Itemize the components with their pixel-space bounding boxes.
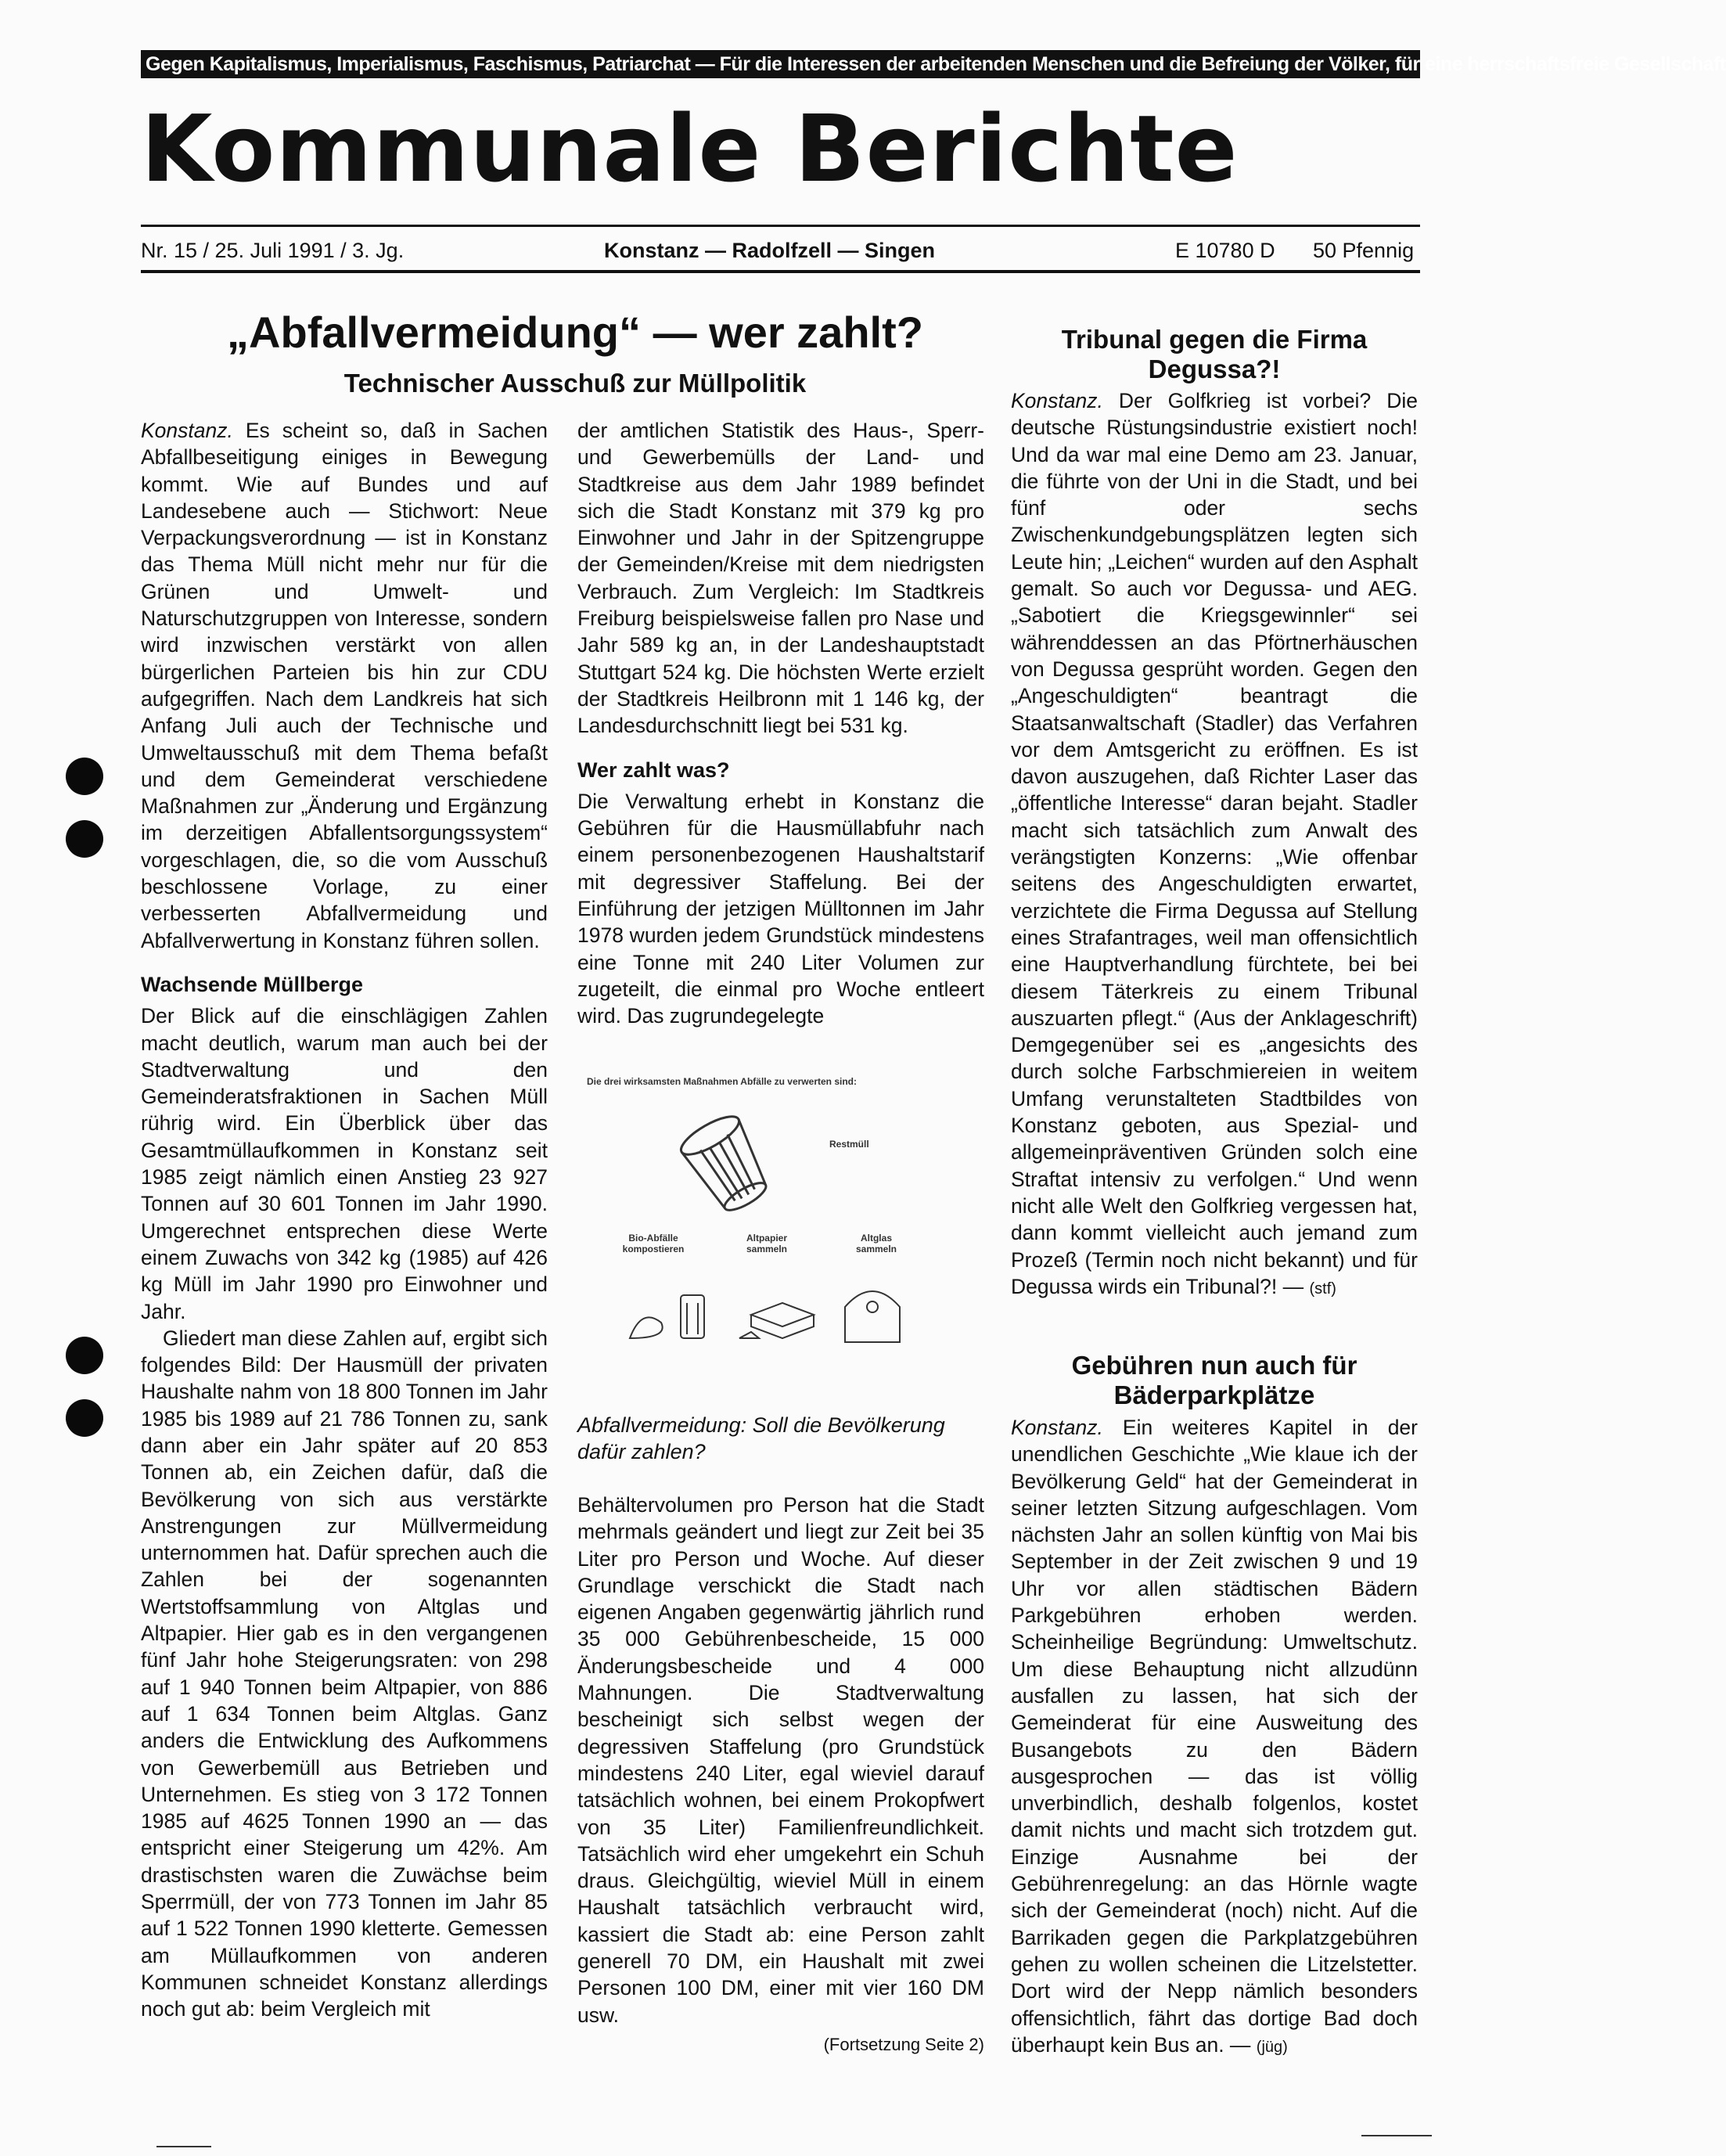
crop-mark	[1361, 2135, 1432, 2136]
paragraph: Es scheint so, daß in Sachen Abfallbeseitigung einiges in Bewegung kommt. Wie auf Bundes und auf Landesebene auch — Stichwort: Neue Verpackungsverordnung — ist in Konstanz das Thema Müll nicht mehr nur für die Grünen und Umwelt- und Naturschutzgruppen von Interesse, sondern wird inzwischen verstärkt von allen bürgerlichen Parteien bis hin zur CDU aufgegriffen. Nach dem Landkreis hat sich Anfang Juli auch der Technische und Umweltausschuß mit dem Thema befaßt und dem Gemeinderat verschiedene Maßnahmen zur „Änderung und Ergänzung im derzeitigen Abfallentsorgungssystem“ vorgeschlagen, die, so die vom Ausschuß beschlossene Vorlage, zu einer verbesserten Abfallvermeidung und Abfallverwertung in Konstanz führen sollen.	[141, 419, 548, 952]
paragraph: Ein weiteres Kapitel in der unendlichen Geschichte „Wie klaue ich der Bevölkerung Geld“ hat der Gemeinderat in seiner letzten Sitzung aufgeschlagen. Vom nächsten Jahr an sollen künftig von Mai bis September in der Zeit zwischen 9 und 19 Uhr vor allen städtischen Bädern Parkgebühren erhoben werden. Scheinheilige Begründung: Umweltschutz. Um diese Behauptung nicht allzudünn ausfallen zu lassen, hat sich der Gemeinderat für eine Ausweitung des Busangebots zu den Bädern ausgesprochen — das ist völlig unverbindlich, deshalb folgenlos, kostet damit nichts und macht sich trotzdem gut. Einzige Ausnahme bei der Gebührenregelung: an das Hörnle wagte sich der Gemeinderat (noch) nicht. Auf die Barrikaden gegen die Parkplatzgebühren gehen zu wollen scheinen die Litzelstetter. Dort wird der Nepp nämlich besonders offensichtlich, fährt das dortige Bad doch überhaupt kein Bus an. —	[1011, 1416, 1418, 2057]
glass-container-icon	[837, 1276, 908, 1346]
author-tag: (stf)	[1309, 1280, 1336, 1298]
lead-subtitle: Technischer Ausschuß zur Müllpolitik	[343, 369, 807, 398]
paragraph: Die Verwaltung erhebt in Konstanz die Gebühren für die Hausmüllabfuhr nach einem personenbezogenen Haushaltstarif mit degressiver Staffelung. Bei der Einführung der jetzigen Mülltonnen im Jahr 1978 wurden jedem Grundstück mindestens eine Tonne mit 240 Liter Volumen zur zugeteilt, die einmal pro Woche entleert wird. Das zugrundegelegte	[577, 789, 984, 1028]
side2-headline: Gebühren nun auch für Bäderparkplätze	[1071, 1351, 1357, 1409]
lead-column-1	[141, 417, 548, 2023]
paper-bundle-icon	[735, 1283, 822, 1346]
figure-caption: Abfallvermeidung: Soll die Bevölkerung dafür zahlen?	[577, 1413, 945, 1463]
rule-top	[141, 225, 1420, 227]
lead-headline: „Abfallvermeidung“ — wer zahlt?	[227, 308, 923, 357]
figure-label-bio: Bio-Abfälle kompostieren	[622, 1233, 685, 1254]
lead-column-2	[577, 417, 984, 1030]
dateline: Konstanz.	[141, 419, 233, 442]
waste-figure	[587, 1076, 923, 1358]
paragraph: Gliedert man diese Zahlen auf, ergibt sich folgendes Bild: Der Hausmüll der privaten Haushalte nahm von 18 800 Tonnen im Jahr 1985 bis 1989 auf 21 786 Tonnen zu, sank dann aber ein Jahr später auf 20 853 Tonnen ab, ein Zeichen dafür, daß die Bevölkerung von sich aus verstärkte Anstrengungen zur Müllvermeidung unternommen hat. Dafür sprechen auch die Zahlen bei der sogenannten Wertstoffsammlung von Altglas und Altpapier. Hier gab es in den vergangenen fünf Jahr hohe Steigerungsraten: von 298 auf 1 940 Tonnen beim Altpapier, von 886 auf 1 634 Tonnen beim Altglas. Ganz anders die Entwicklung des Aufkommens von Gewerbemüll aus Betrieben und Unternehmen. Es stieg von 3 172 Tonnen 1985 auf 4625 Tonnen 1990 an — das entspricht einer Steigerung um 42%. Am drastischsten waren die Zuwächse beim Sperrmüll, der von 773 Tonnen im Jahr 85 auf 1 522 Tonnen 1990 kletterte. Gemessen am Müllaufkommen von anderen Kommunen schneidet Konstanz allerdings noch gut ab: beim Vergleich mit	[141, 1326, 548, 2021]
issue-price: 50 Pfennig	[1313, 239, 1415, 262]
paragraph: Der Blick auf die einschlägigen Zahlen macht deutlich, warum man auch bei der Stadtverwaltung und den Gemeinderatsfraktionen in Sachen Müll rührig wird. Ein Überblick über das Gesamtmüllaufkommen in Konstanz seit 1985 zeigt nämlich einen Anstieg 23 927 Tonnen auf 30 601 Tonnen im Jahr 1990. Umgerechnet entsprechen diese Werte einem Zuwachs von 342 kg (1985) auf 426 kg Müll im Jahr 1990 pro Einwohner und Jahr.	[141, 1004, 548, 1323]
rule-bottom	[141, 270, 1420, 273]
subheading: Wer zahlt was?	[577, 758, 730, 782]
punch-hole	[66, 1399, 103, 1437]
punch-hole	[66, 820, 103, 858]
punch-hole	[66, 1337, 103, 1374]
figure-label-rest: Restmüll	[829, 1139, 869, 1150]
trash-can-icon	[673, 1107, 782, 1225]
compost-icon	[626, 1283, 720, 1346]
figure-label-paper: Altpapier sammeln	[746, 1233, 788, 1254]
dateline: Konstanz.	[1011, 389, 1103, 412]
issue-cities: Konstanz — Radolfzell — Singen	[604, 239, 936, 262]
slogan-bar: Gegen Kapitalismus, Imperialismus, Faschismus, Patriarchat — Für die Interessen der arbeitenden Menschen und die Befreiung der Völker, für eine herrschaftsfreie Gesellschaft	[141, 50, 1420, 78]
masthead-title: Kommunale Berichte	[141, 95, 1239, 203]
crop-mark	[156, 2146, 211, 2147]
paragraph: Behältervolumen pro Person hat die Stadt mehrmals geändert und liegt zur Zeit bei 35 Liter pro Person und Woche. Auf dieser Grundlage verschickt die Stadt nach eigenen Angaben gegenwärtig jährlich rund 35 000 Gebührenbescheide, 15 000 Änderungsbescheide und 4 000 Mahnungen. Die Stadtverwaltung bescheinigt sich selbst wegen der degressiven Staffelung (pro Grundstück mindestens 240 Liter, egal wieviel darauf tatsächlich wohnen, bei einem Prokopfwert von 35 Liter) Familienfreundlichkeit. Tatsächlich wird eher umgekehrt ein Schuh draus. Gleichgültig, wieviel Müll in einem Haushalt tatsächlich verbraucht wird, kassiert die Stadt ab: eine Person zahlt generell 70 DM, ein Haushalt mit zwei Personen 100 DM, einer mit vier 160 DM usw.	[577, 1493, 984, 2027]
lead-column-2-continued	[577, 1412, 984, 2058]
paragraph: der amtlichen Statistik des Haus-, Sperr- und Gewerbemülls der Land- und Stadtkreise aus dem Jahr 1989 befindet sich die Stadt Konstanz mit 379 kg pro Einwohner und Jahr in der Spitzengruppe der Gemeinden/Kreise mit dem niedrigsten Verbrauch. Zum Vergleich: Im Stadtkreis Freiburg beispielsweise fallen pro Nase und Jahr 589 kg an, in der Landeshauptstadt Stuttgart 524 kg. Die höchsten Werte erzielt der Stadtkreis Heilbronn mit 1 146 kg, der Landesdurchschnitt liegt bei 531 kg.	[577, 419, 984, 738]
figure-title: Die drei wirksamsten Maßnahmen Abfälle zu verwerten sind:	[587, 1076, 857, 1087]
subheading: Wachsende Müllberge	[141, 972, 364, 996]
paragraph: Der Golfkrieg ist vorbei? Die deutsche Rüstungsindustrie existiert noch! Und da war mal eine Demo am 23. Januar, die führte von der Uni in die Stadt, und bei fünf oder sechs Zwischenkundgebungsplätzen legten sich Leute hin; „Leichen“ wurden auf den Asphalt gemalt. So auch vor Degussa- und AEG. „Sabotiert die Kriegsgewinnler“ sei währenddessen an das Pförtnerhäuschen von Degussa gesprüht worden. Gegen den „Angeschuldigten“ beantragt die Staatsanwaltschaft (Stadler) das Verfahren vor dem Amtsgericht zu eröffnen. Es ist davon auszugehen, daß Richter Laser das „öffentliche Interesse“ daran bejaht. Stadler macht sich tatsächlich zum Anwalt des verängstigten Konzerns: „Wie offenbar seitens des Angeschuldigten erwartet, verzichtete die Firma Degussa auf Stellung eines Strafantrages, weil man offensichtlich eine Hauptverhandlung fürchtete, bei bei diesem Täterkreis zu einem Tribunal auszuarten pflegt.“ (Aus der Anklageschrift) Demgegenüber sei es „angesichts des durch solche Farbschmiereien in weitem Umfang verunstalteten Stadtbildes von Konstanz geboten, aus Spezial- und allgemeinpräventiven Gründen solch eine Straftat intensiv zu verfolgen.“ Und wenn nicht alle Welt den Golfkrieg vergessen hat, dann kommt vielleicht auch jemand zum Prozeß (Termin noch nicht bekannt) und für Degussa wirds ein Tribunal?! —	[1011, 389, 1418, 1298]
side2-body	[1011, 1414, 1418, 2061]
issue-number: Nr. 15 / 25. Juli 1991 / 3. Jg.	[141, 239, 405, 262]
issue-code: E 10780 D	[1175, 239, 1275, 262]
punch-hole	[66, 758, 103, 795]
continuation-note: (Fortsetzung Seite 2)	[823, 2034, 984, 2054]
author-tag: (jüg)	[1256, 2038, 1288, 2056]
dateline: Konstanz.	[1011, 1416, 1103, 1439]
figure-label-glass: Altglas sammeln	[855, 1233, 897, 1254]
side1-body	[1011, 387, 1418, 1302]
side1-headline: Tribunal gegen die Firma Degussa?!	[1061, 325, 1368, 383]
